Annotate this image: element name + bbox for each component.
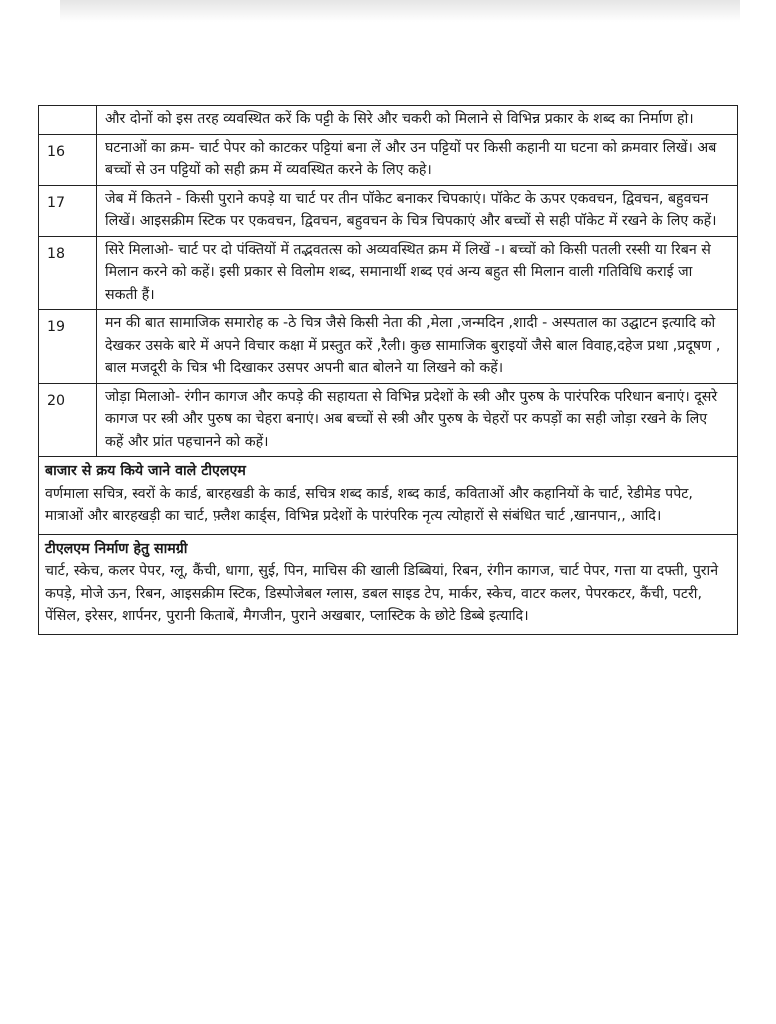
table-row: [39, 236, 738, 310]
row-number: [39, 106, 97, 135]
row-number: 18: [39, 236, 97, 310]
table-row: [39, 310, 738, 384]
table-row: [39, 185, 738, 236]
page-top-scan-shadow: [60, 0, 740, 22]
row-number: 16: [39, 134, 97, 185]
table-row: [39, 134, 738, 185]
table-row: [39, 383, 738, 457]
row-text: सिरे मिलाओ- चार्ट पर दो पंक्तियों में तद्भवतत्स को अव्यवस्थित क्रम में लिखें -। बच्चों को किसी पतली रस्सी या रिबन से मिलान करने को कहें। इसी प्रकार से विलोम शब्द, समानार्थी शब्द एवं अन्य बहुत सी मिलान वाली गतिविधि कराई जा सकती हैं।: [97, 236, 738, 310]
section-body: चार्ट, स्केच, कलर पेपर, ग्लू, कैंची, धागा, सुई, पिन, माचिस की खाली डिब्बियां, रिबन, रंगीन कागज, चार्ट पेपर, गत्ता या दफ्ती, पुराने कपड़े, मोजे ऊन, रिबन, आइसक्रीम स्टिक, डिस्पोजेबल ग्लास, डबल साइड टेप, मार्कर, स्केच, वाटर कलर, पेपरकटर, कैंची, पटरी, पेंसिल, इरेसर, शार्पनर, पुरानी किताबें, मैगजीन, पुराने अखबार, प्लास्टिक के छोटे डिब्बे इत्यादि।: [45, 563, 719, 624]
section-row-tlm-materials: [39, 534, 738, 634]
section-cell: [39, 457, 738, 535]
row-text: घटनाओं का क्रम- चार्ट पेपर को काटकर पट्टियां बना लें और उन पट्टियों पर किसी कहानी या घटना को क्रमवार लिखें। अब बच्चों से उन पट्टियों को सही क्रम में व्यवस्थित करने के लिए कहे।: [97, 134, 738, 185]
row-text: मन की बात सामाजिक समारोह क -ठे चित्र जैसे किसी नेता की ,मेला ,जन्मदिन ,शादी - अस्पताल का उद्घाटन इत्यादि को देखकर उसके बारे में अपने विचार कक्षा में प्रस्तुत करें ,रैली। कुछ सामाजिक बुराइयों जैसे बाल विवाह,दहेज प्रथा ,प्रदूषण , बाल मजदूरी के चित्र भी दिखाकर उसपर अपनी बात बोलने या लिखने को कहें।: [97, 310, 738, 384]
row-number: 19: [39, 310, 97, 384]
row-text: जेब में कितने - किसी पुराने कपड़े या चार्ट पर तीन पॉकेट बनाकर चिपकाएं। पॉकेट के ऊपर एकवचन, द्विवचन, बहुवचन लिखें। आइसक्रीम स्टिक पर एकवचन, द्विवचन, बहुवचन के चित्र चिपकाएं और बच्चों से सही पॉकेट में रखने के लिए कहें।: [97, 185, 738, 236]
section-body: वर्णमाला सचित्र, स्वरों के कार्ड, बारहखडी के कार्ड, सचित्र शब्द कार्ड, शब्द कार्ड, कविताओं और कहानियों के चार्ट, रेडीमेड पपेट, मात्राओं और बारहखड़ी का चार्ट, फ़्लैश कार्ड्स, विभिन्न प्रदेशों के पारंपरिक नृत्य त्योहारों से संबंधित चार्ट ,खानपान,, आदि।: [45, 485, 693, 524]
section-row-purchased-tlm: [39, 457, 738, 535]
row-text: जोड़ा मिलाओ- रंगीन कागज और कपड़े की सहायता से विभिन्न प्रदेशों के स्त्री और पुरुष के पारंपरिक परिधान बनाएं। दूसरे कागज पर स्त्री और पुरुष का चेहरा बनाएं। अब बच्चों से स्त्री और पुरुष के चेहरों पर कपड़ों का सही जोड़ा रखने के लिए कहें और प्रांत पहचानने को कहें।: [97, 383, 738, 457]
table-row: [39, 106, 738, 135]
activity-table: [38, 105, 738, 635]
row-number: 20: [39, 383, 97, 457]
row-number: 17: [39, 185, 97, 236]
row-text: और दोनों को इस तरह व्यवस्थित करें कि पट्टी के सिरे और चकरी को मिलाने से विभिन्न प्रकार के शब्द का निर्माण हो।: [97, 106, 738, 135]
section-heading: बाजार से क्रय किये जाने वाले टीएलएम: [45, 463, 246, 479]
section-heading: टीएलएम निर्माण हेतु सामग्री: [45, 540, 188, 557]
section-cell: [39, 534, 738, 634]
